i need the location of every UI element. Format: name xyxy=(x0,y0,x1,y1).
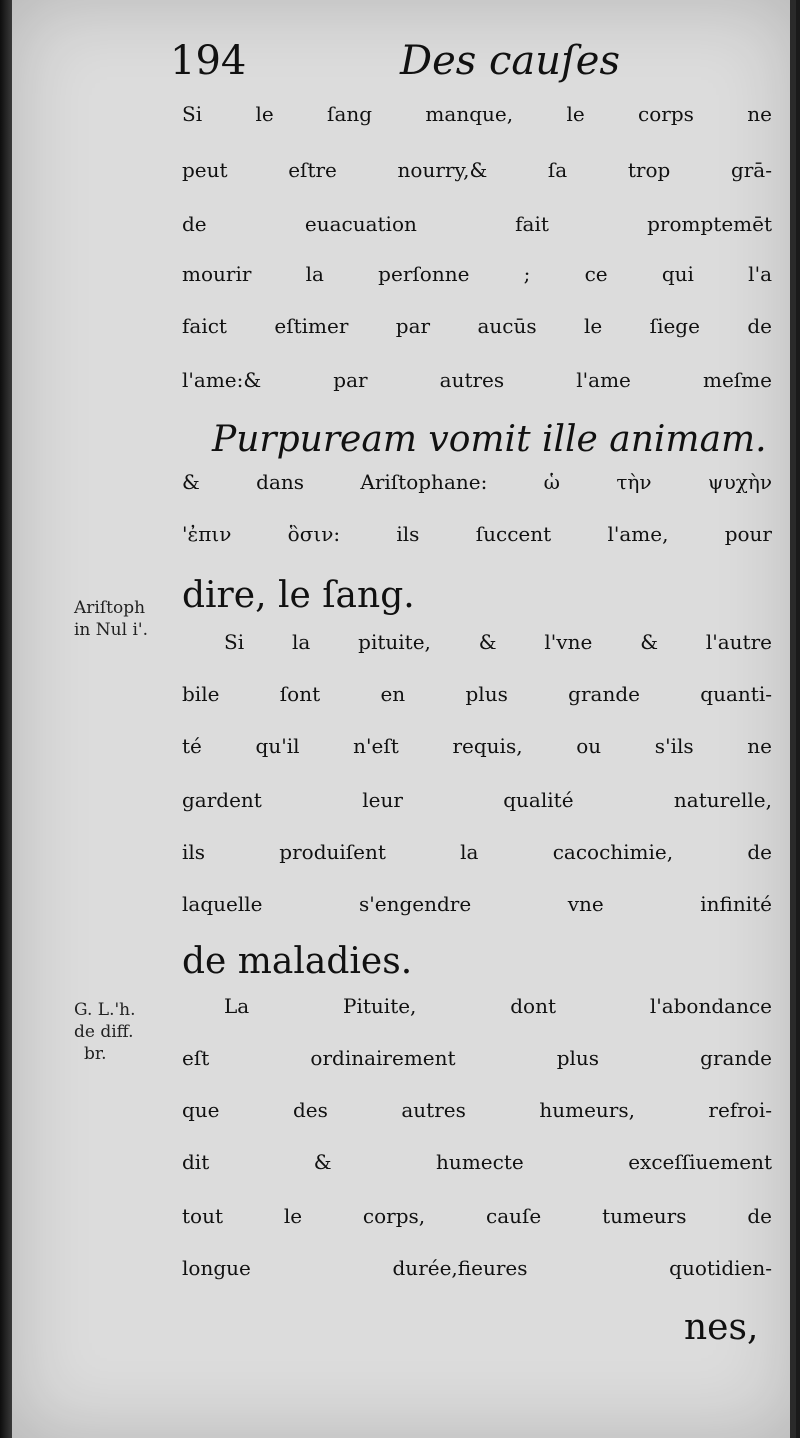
text-line: gardent leur qualité naturelle, xyxy=(182,788,772,812)
text-line: l'ame:& par autres l'ame meſme xyxy=(182,368,772,392)
text-line: dire, le ſang. xyxy=(182,575,415,616)
text-line: laquelle s'engendre vne infinité xyxy=(182,892,772,916)
text-line: 'ἐπιν ὃσιν: ils ſuccent l'ame, pour xyxy=(182,522,772,546)
margin-note-line: G. L.'h. xyxy=(74,1000,136,1020)
text-line-paragraph-start: Si la pituite, & l'vne & l'autre xyxy=(224,630,772,654)
text-line: té qu'il n'eſt requis, ou s'ils ne xyxy=(182,734,772,758)
text-line: que des autres humeurs, refroi- xyxy=(182,1098,772,1122)
page-header xyxy=(12,38,796,98)
page-edge xyxy=(790,0,796,1438)
text-line: eſt ordinairement plus grande xyxy=(182,1046,772,1070)
text-line: Si le ſang manque, le corps ne xyxy=(182,102,772,126)
catchword: nes, xyxy=(684,1307,759,1348)
running-title: Des cauſes xyxy=(400,38,620,84)
text-line: bile ſont en plus grande quanti- xyxy=(182,682,772,706)
text-line: ils produiſent la cacochimie, de xyxy=(182,840,772,864)
text-line: tout le corps, cauſe tumeurs de xyxy=(182,1204,772,1228)
text-line-paragraph-start: La Pituite, dont l'abondance xyxy=(224,994,772,1018)
text-line: faict eſtimer par aucūs le ſiege de xyxy=(182,314,772,338)
text-line-quote: Purpuream vomit ille animam. xyxy=(212,419,767,460)
text-line: dit & humecte exceſſiuement xyxy=(182,1150,772,1174)
text-line: de maladies. xyxy=(182,941,413,982)
book-page xyxy=(12,0,796,1438)
page-number: 194 xyxy=(170,38,247,84)
text-line: longue durée,fieures quotidien- xyxy=(182,1256,772,1280)
margin-note-line: Ariſtoph xyxy=(74,598,146,618)
text-line: & dans Ariſtophane: ὡ τὴν ψυχὴν xyxy=(182,470,772,494)
text-line: mourir la perſonne ; ce qui l'a xyxy=(182,262,772,286)
text-line: peut eſtre nourry,& ſa trop grā- xyxy=(182,158,772,182)
margin-note-line: de diff. xyxy=(74,1022,134,1042)
text-line: de euacuation fait promptemēt xyxy=(182,212,772,236)
book-gutter-shadow xyxy=(0,0,12,1438)
margin-note-line: in Nul i'. xyxy=(74,620,148,640)
margin-note-line: br. xyxy=(84,1044,107,1064)
